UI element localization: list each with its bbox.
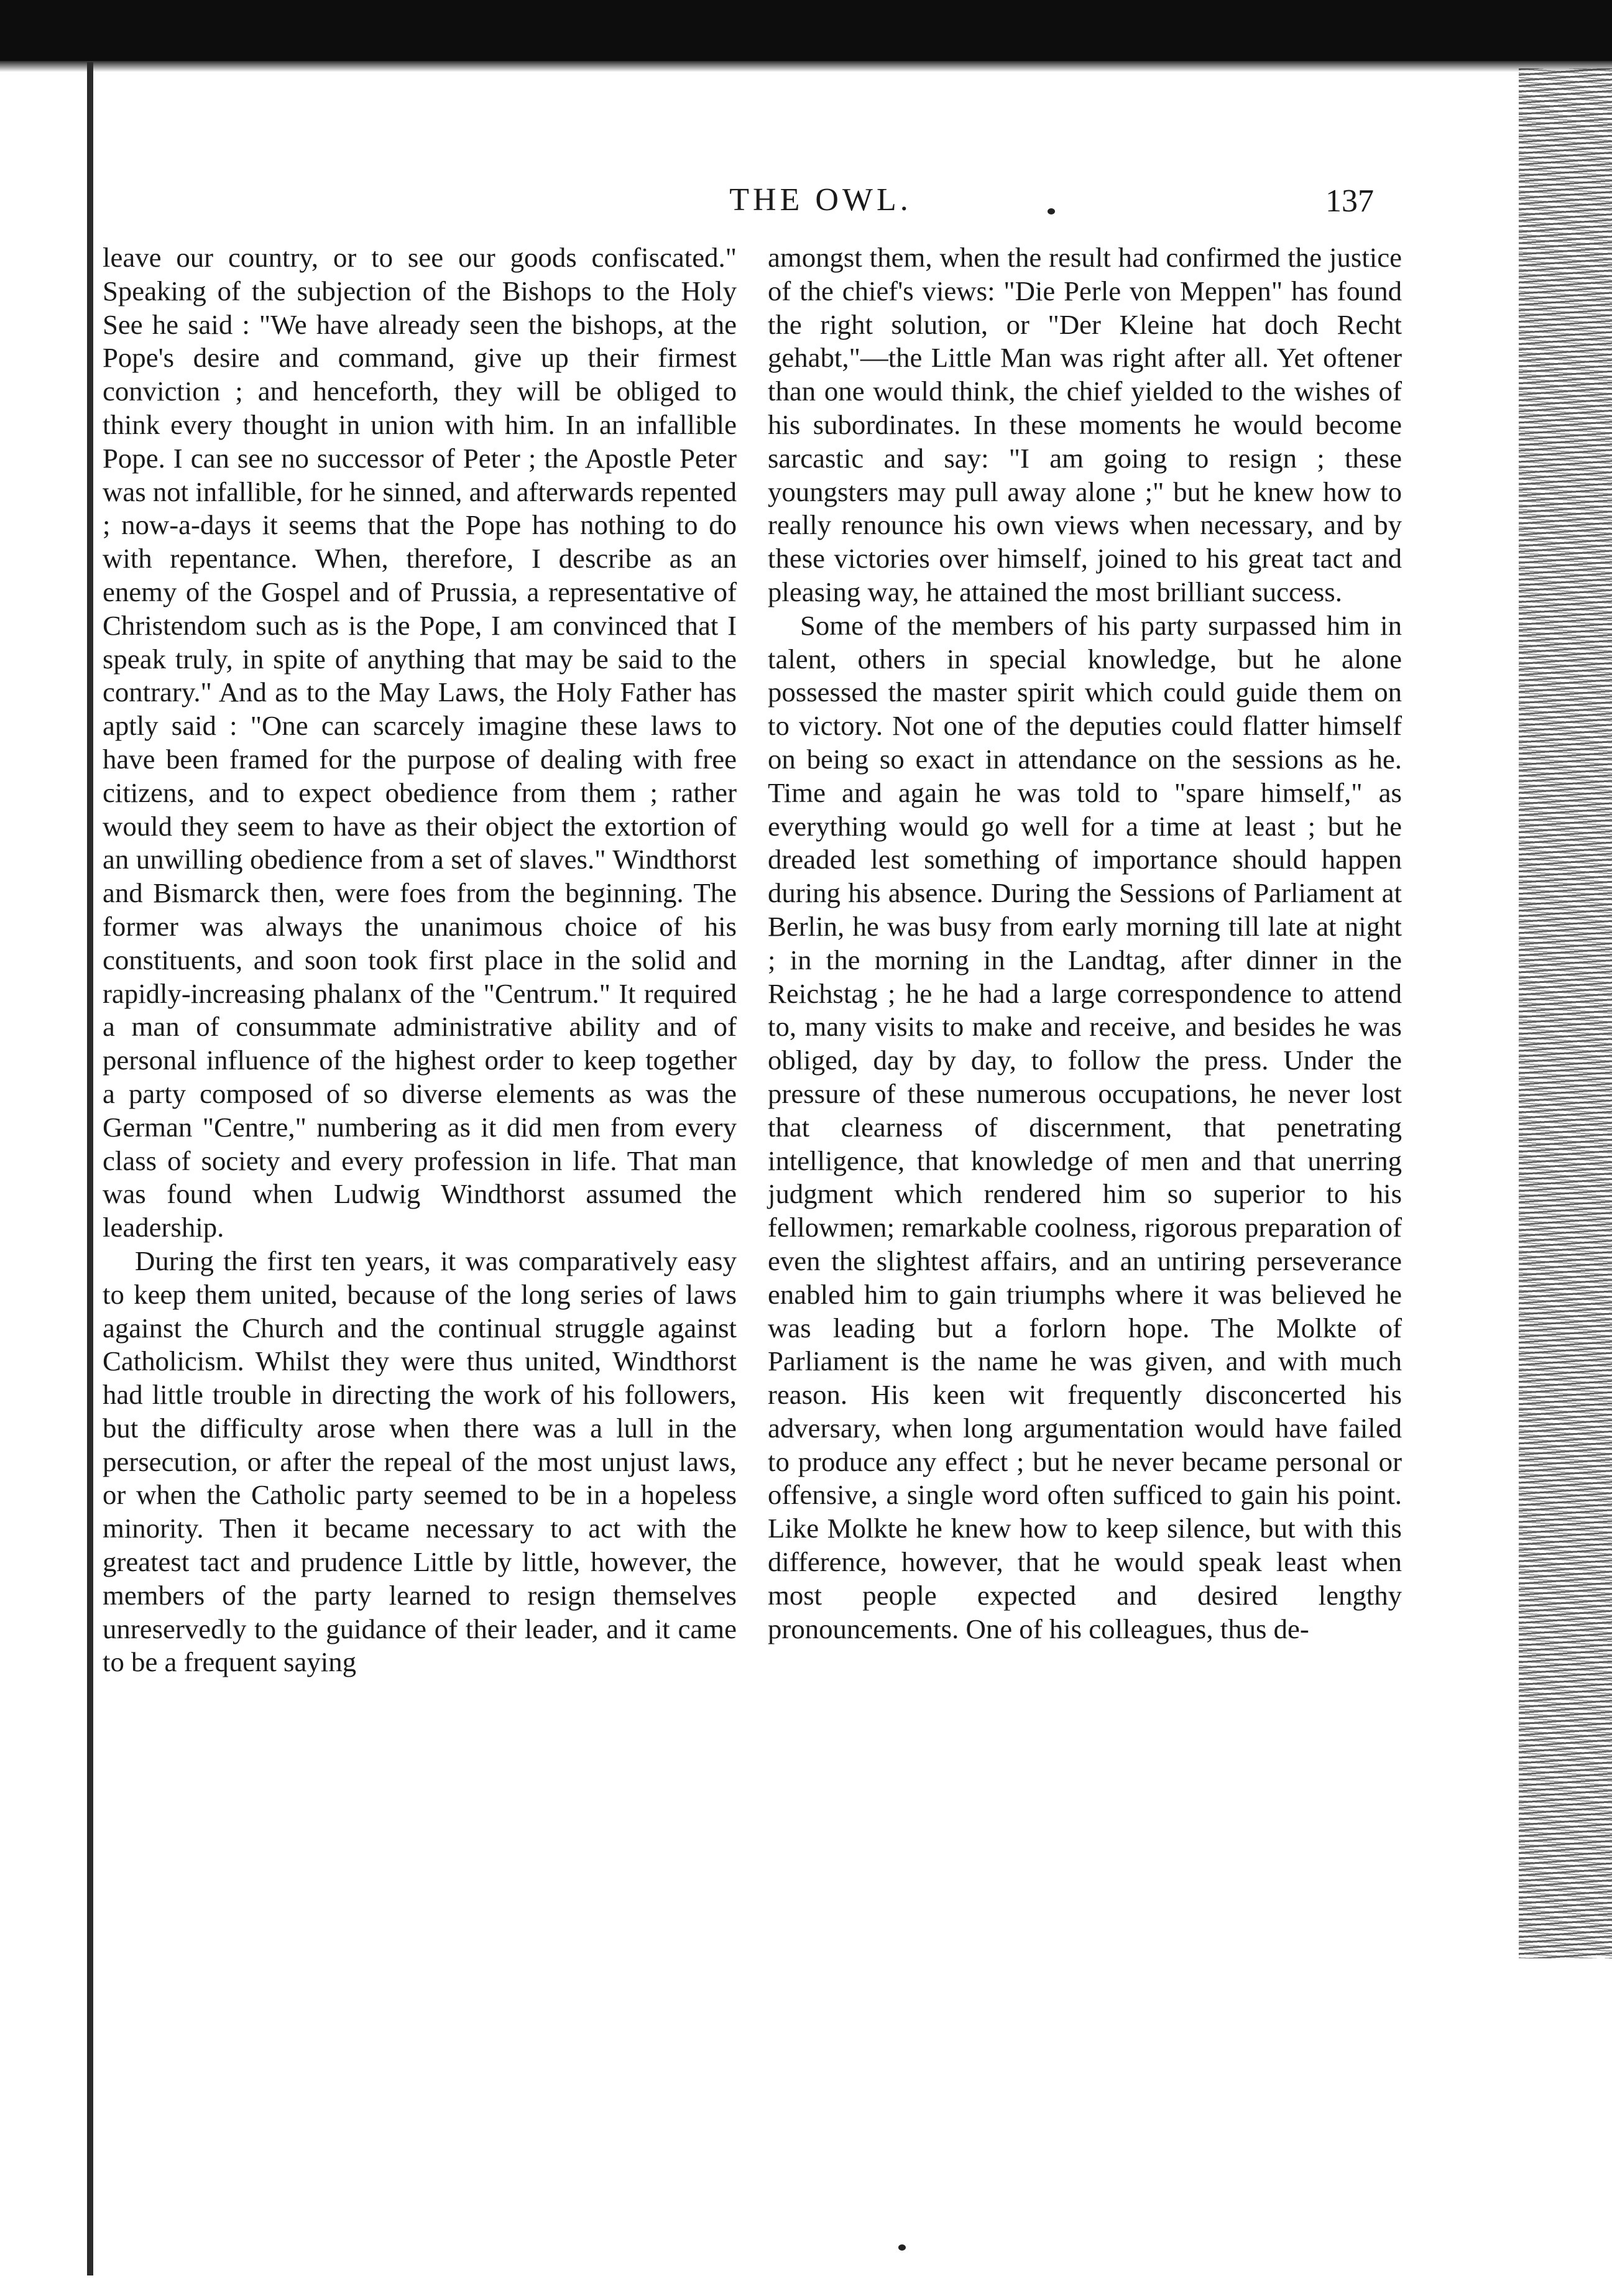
paragraph: amongst them, when the result had confirmed the justice of the chief's views: "Die Perle von Meppen" has found the right solution, or "Der Kleine hat doch Recht gehabt,"—the Little Man was right after all. Yet oftener than one would think, the chief yielded to the wishes of his subordinates. In these moments he would become sarcastic and say: "I am going to resign ; these youngsters may pull away alone ;" but he knew how to really renounce his own views when necessary, and by these victories over himself, joined to his great tact and pleasing way, he attained the most brilliant success. [768,242,1402,607]
page-number: 137 [1325,183,1374,219]
paragraph: Some of the members of his party surpassed him in talent, others in special knowledge, but he alone possessed the master spirit which could guide them on to victory. Not one of the deputies could flatter himself on being so exact in attendance on the sessions as he. Time and again he was told to "spare himself," as everything would go well for a time at least ; but he dreaded lest something of importance should happen during his absence. During the Sessions of Parliament at Berlin, he was busy from early morning till late at night ; in the morning in the Landtag, after dinner in the Reichstag ; he he had a large correspondence to attend to, many visits to make and receive, and besides he was obliged, day by day, to follow the press. Under the pressure of these numerous occupations, he never lost that clearness of discernment, that penetrating intelligence, that knowledge of men and that unerring judgment which rendered him so superior to his fellowmen; remarkable coolness, rigorous preparation of even the slightest affairs, and an untiring perseverance enabled him to gain triumphs where it was believed he was leading but a forlorn hope. The Molkte of Parliament is the name he was given, and with much reason. His keen wit frequently disconcerted his adversary, when long argumentation would have failed to produce any effect ; but he never became personal or offensive, a single word often sufficed to gain his point. Like Molkte he knew how to keep silence, but with this difference, however, that he would speak least when most people expected and desired lengthy pronouncements. One of his colleagues, thus de- [768,609,1402,1644]
scan-speck [898,2244,906,2251]
journal-title: THE OWL. [729,182,912,218]
scan-top-border [0,0,1612,61]
running-head [0,182,1612,225]
paragraph: During the first ten years, it was comparatively easy to keep them united, because of the long series of laws against the Church and the continual struggle against Catholicism. Whilst they were thus united, Windthorst had little trouble in directing the work of his followers, but the difficulty arose when there was a lull in the persecution, or after the repeal of the most unjust laws, or when the Catholic party seemed to be in a hopeless minority. Then it became necessary to act with the greatest tact and prudence Little by little, however, the members of the party learned to resign themselves unreservedly to the guidance of their leader, and it came to be a frequent saying [103,1245,737,1678]
page-left-edge [87,62,93,2275]
page-right-scan-edge [1519,68,1612,1958]
right-column [768,241,1402,1646]
scan-speck [1048,208,1055,214]
scan-top-border-shadow [0,61,1612,72]
paragraph: leave our country, or to see our goods confiscated." Speaking of the subjection of the Bishops to the Holy See he said : "We have already seen the bishops, at the Pope's desire and command, give up their firmest conviction ; and henceforth, they will be obliged to think every thought in union with him. In an infallible Pope. I can see no successor of Peter ; the Apostle Peter was not infallible, for he sinned, and afterwards repented ; now-a-days it seems that the Pope has nothing to do with repentance. When, therefore, I describe as an enemy of the Gospel and of Prussia, a representative of Christendom such as is the Pope, I am convinced that I speak truly, in spite of anything that may be said to the contrary." And as to the May Laws, the Holy Father has aptly said : "One can scarcely imagine these laws to have been framed for the purpose of dealing with free citizens, and to expect obedience from them ; rather would they seem to have as their object the extortion of an unwilling obedience from a set of slaves." Windthorst and Bismarck then, were foes from the beginning. The former was always the unanimous choice of his constituents, and soon took first place in the solid and rapidly-increasing phalanx of the "Centrum." It required a man of consummate administrative ability and of personal influence of the highest order to keep together a party composed of so diverse elements as was the German "Centre," numbering as it did men from every class of society and every profession in life. That man was found when Ludwig Windthorst assumed the leadership. [103,242,737,1243]
left-column [103,241,737,1679]
